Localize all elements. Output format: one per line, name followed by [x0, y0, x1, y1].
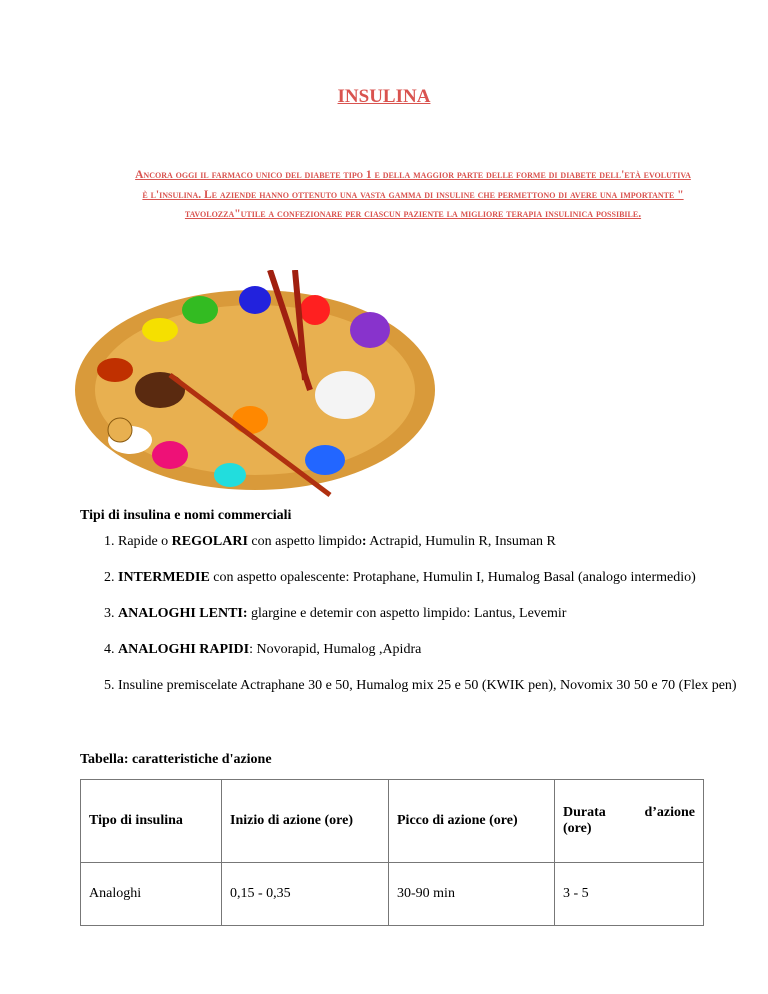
insulin-types-list [80, 533, 744, 713]
intro-paragraph: Ancora oggi il farmaco unico del diabete tipo 1 e della maggior parte delle forme di diabete dell'età evolutiva è l'insulina. Le aziende hanno ottenuto una vasta gamma di insuline che permettono di avere una importante " tavolozza"utile a confezionare per ciascun paziente la migliore terapia insulinica possibile. [135, 169, 691, 220]
header-text: d’azione [644, 805, 695, 820]
section-heading-table: Tabella: caratteristiche d'azione [80, 752, 272, 767]
text: Rapide o [118, 534, 172, 549]
header-cell [555, 780, 704, 863]
cell: 30-90 min [389, 863, 555, 926]
text: glargine e detemir con aspetto limpido: Lantus, Levemir [247, 606, 567, 621]
bold-text: REGOLARI [171, 534, 248, 549]
cell: 3 - 5 [555, 863, 704, 926]
section-heading-types: Tipi di insulina e nomi commerciali [80, 508, 292, 523]
text: con aspetto limpido [247, 534, 362, 549]
table-header-row [81, 780, 704, 863]
table-row [81, 863, 704, 926]
cell: 0,15 - 0,35 [222, 863, 389, 926]
list-item [118, 533, 744, 550]
cell: Analoghi [81, 863, 222, 926]
bold-text: : [361, 534, 367, 549]
list-item [118, 677, 744, 694]
header-text: Picco di azione (ore) [397, 813, 518, 828]
paint-palette-image [70, 270, 440, 500]
text: Insuline premiscelate Actraphane 30 e 50, Humalog mix 25 e 50 (KWIK pen), Novomix 30 50 e 70 (Flex pen) [118, 678, 737, 693]
bold-text: ANALOGHI RAPIDI [118, 642, 250, 657]
header-text: Durata (ore) [563, 805, 606, 836]
list-item [118, 605, 744, 622]
header-cell: Tipo di insulina [81, 780, 222, 863]
bold-text: ANALOGHI LENTI: [118, 606, 248, 621]
text: Actrapid, Humulin R, Insuman R [366, 534, 556, 549]
action-table [80, 779, 704, 926]
list-item [118, 569, 744, 586]
header-cell [389, 780, 555, 863]
text: con aspetto opalescente: Protaphane, Humulin I, Humalog Basal (analogo intermedio) [209, 570, 696, 585]
bold-text: INTERMEDIE [118, 570, 210, 585]
text: : Novorapid, Humalog ,Apidra [249, 642, 422, 657]
page-title: INSULINA [337, 86, 431, 107]
list-item [118, 641, 744, 658]
header-cell: Inizio di azione (ore) [222, 780, 389, 863]
